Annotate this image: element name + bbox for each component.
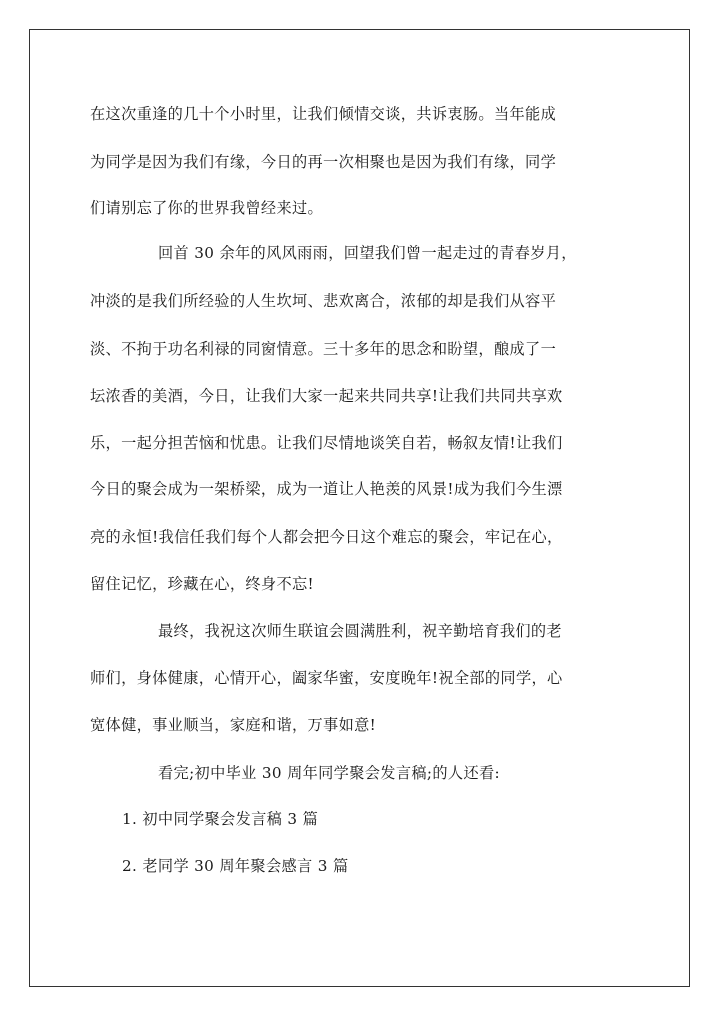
related-link-2[interactable]: 2. 老同学 30 周年聚会感言 3 篇 <box>122 857 349 875</box>
paragraph-line: 留住记忆，珍藏在心，终身不忘! <box>90 575 314 593</box>
paragraph-line: 今日的聚会成为一架桥梁，成为一道让人艳羡的风景!成为我们今生漂 <box>90 480 563 498</box>
paragraph-line: 淡、不拘于功名利禄的同窗情意。三十多年的思念和盼望，酿成了一 <box>90 340 557 358</box>
paragraph-line: 乐，一起分担苦恼和忧患。让我们尽情地谈笑自若，畅叙友情!让我们 <box>90 434 563 452</box>
paragraph-line: 们请别忘了你的世界我曾经来过。 <box>90 199 324 217</box>
related-link-1[interactable]: 1. 初中同学聚会发言稿 3 篇 <box>122 810 319 828</box>
paragraph-line: 冲淡的是我们所经验的人生坎坷、悲欢离合，浓郁的却是我们从容平 <box>90 292 557 310</box>
paragraph-line: 为同学是因为我们有缘，今日的再一次相聚也是因为我们有缘，同学 <box>90 153 557 171</box>
page-border <box>29 29 690 987</box>
paragraph-line: 最终，我祝这次师生联谊会圆满胜利，祝辛勤培育我们的老 <box>158 622 562 640</box>
paragraph-line: 在这次重逢的几十个小时里，让我们倾情交谈，共诉衷肠。当年能成 <box>90 105 557 123</box>
paragraph-line: 师们，身体健康，心情开心，阖家华蜜，安度晚年!祝全部的同学，心 <box>90 669 563 687</box>
paragraph-line: 回首 30 余年的风风雨雨，回望我们曾一起走过的青春岁月， <box>158 244 577 262</box>
related-heading: 看完;初中毕业 30 周年同学聚会发言稿;的人还看: <box>158 764 500 782</box>
paragraph-line: 亮的永恒!我信任我们每个人都会把今日这个难忘的聚会，牢记在心， <box>90 528 563 546</box>
paragraph-line: 坛浓香的美酒，今日，让我们大家一起来共同共享!让我们共同共享欢 <box>90 387 563 405</box>
paragraph-line: 宽体健，事业顺当，家庭和谐，万事如意! <box>90 716 377 734</box>
